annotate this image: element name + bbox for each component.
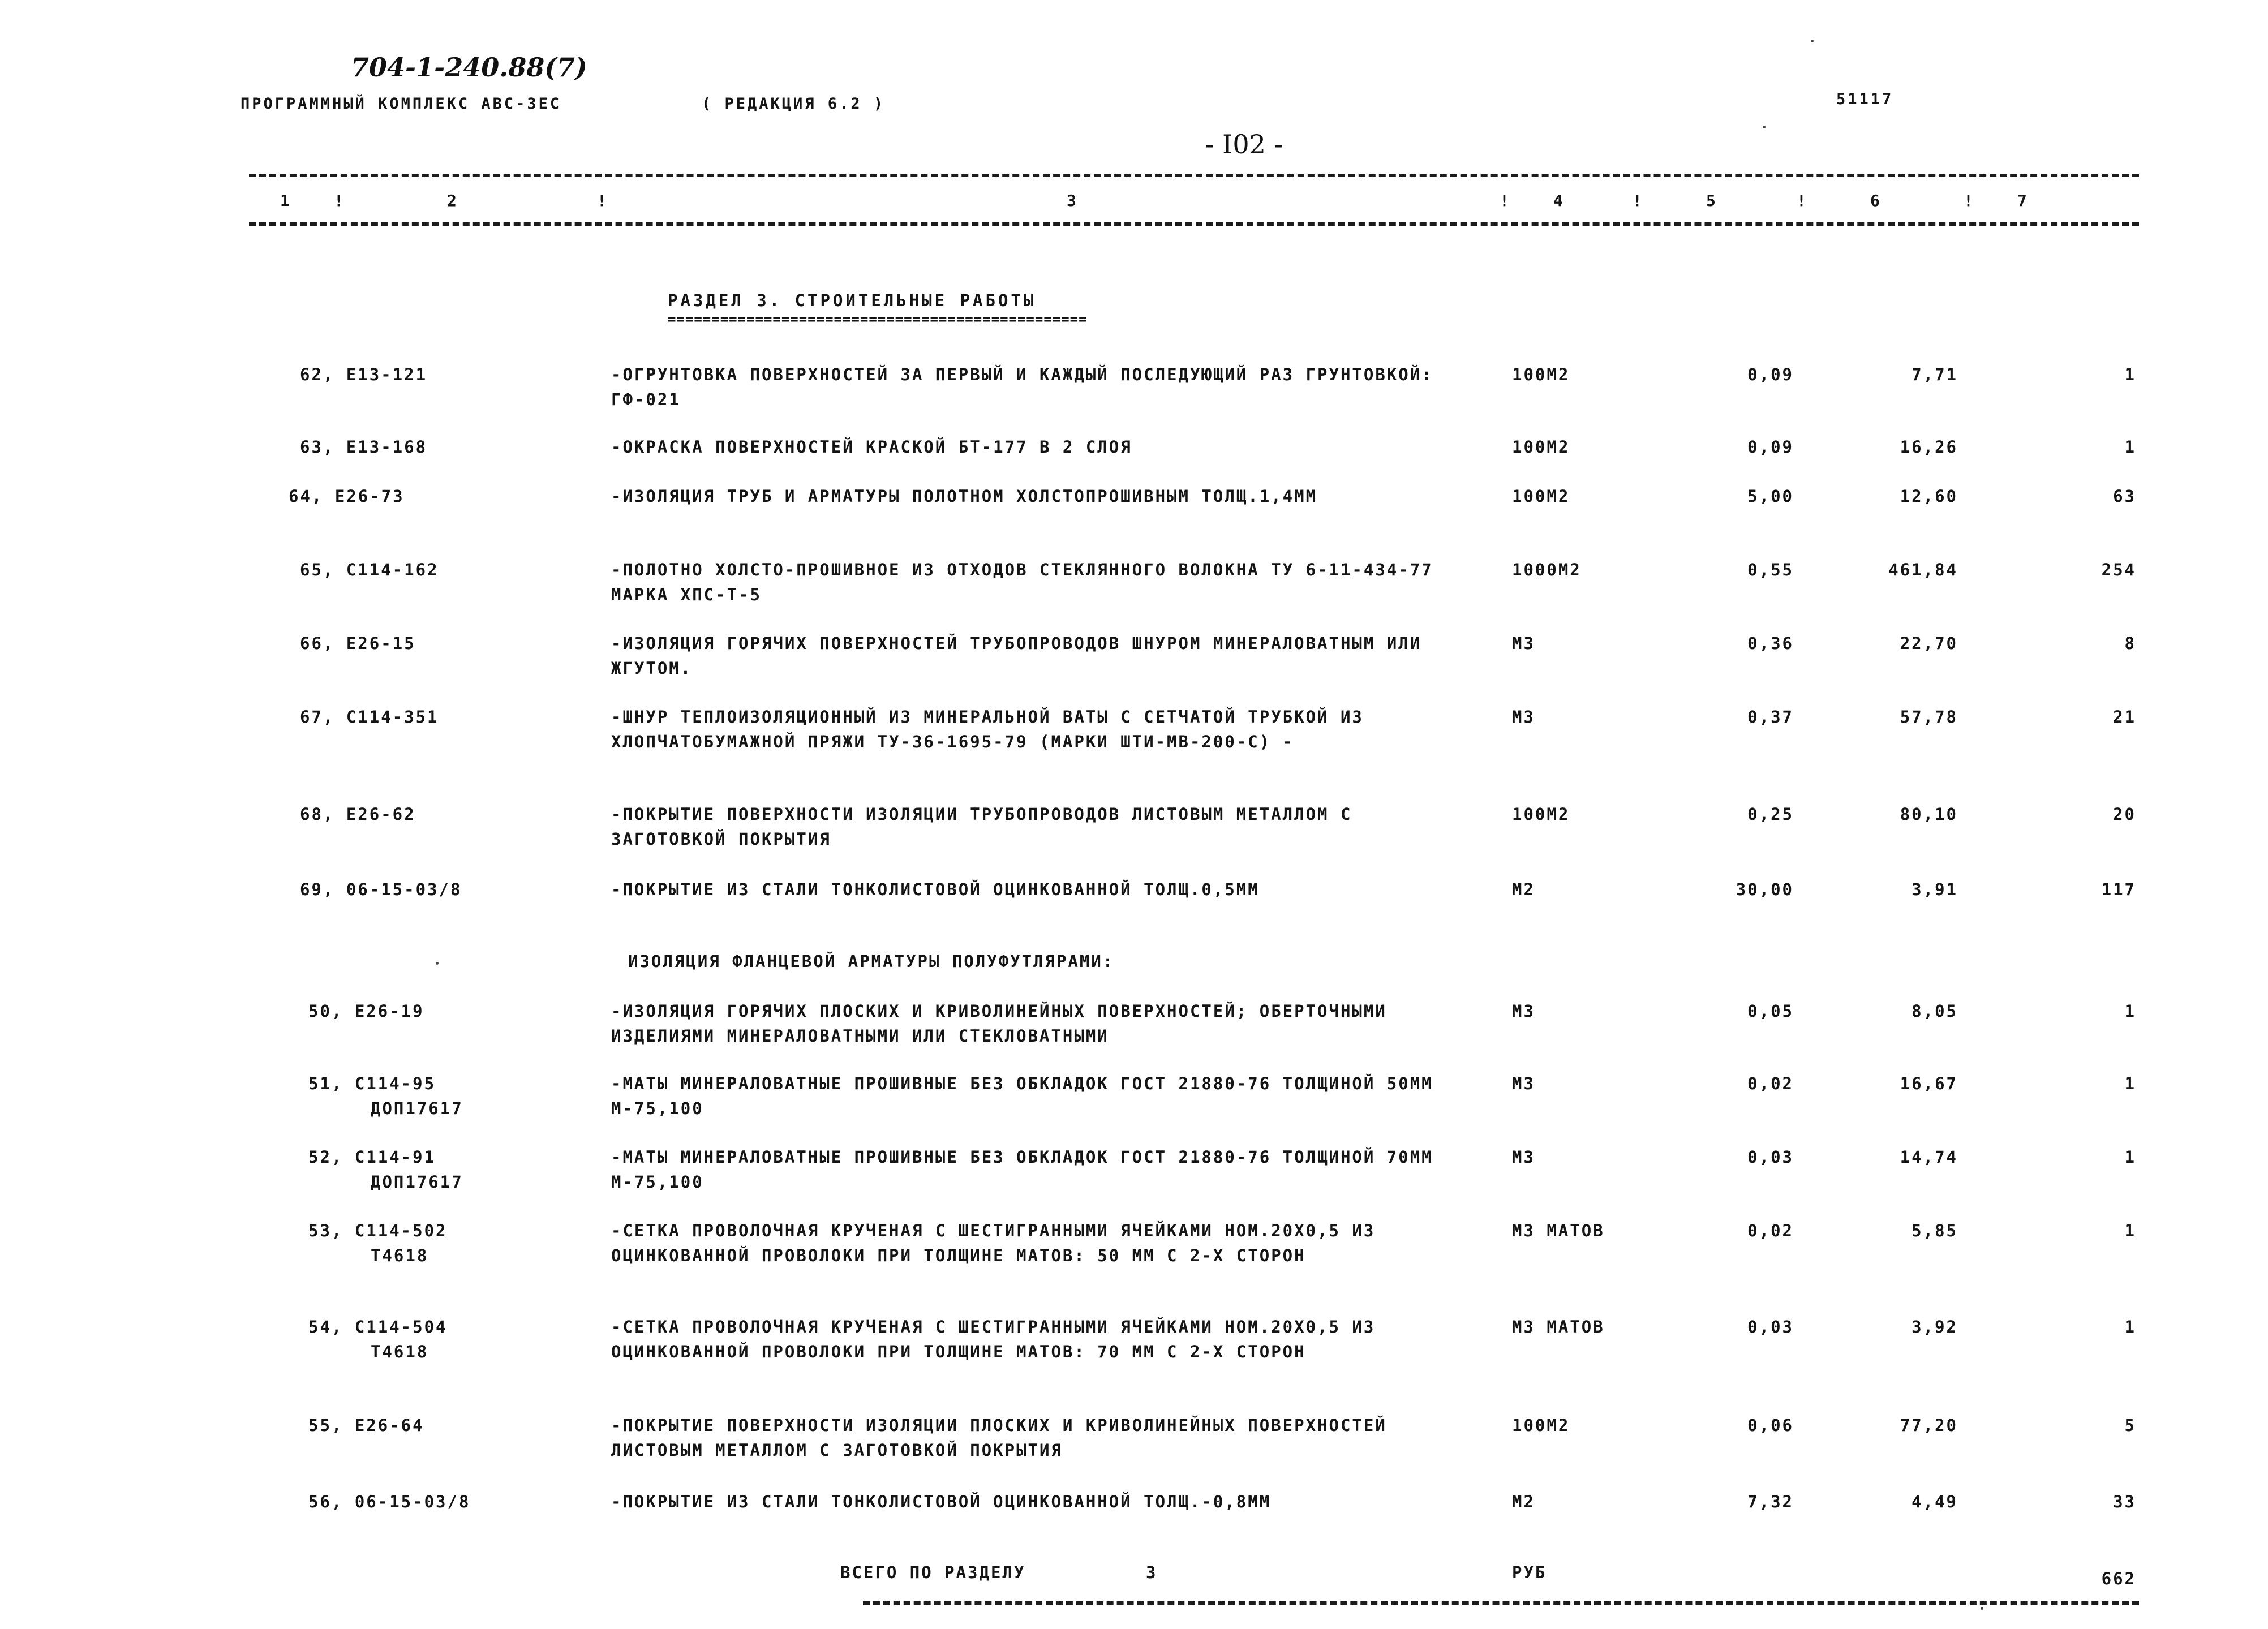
scan-speck [1811, 40, 1814, 42]
column-separator: ! [334, 191, 343, 210]
row-unit: 100М2 [1512, 365, 1570, 384]
row-quantity: 0,03 [1747, 1317, 1794, 1336]
summary-rule [863, 1601, 2139, 1605]
row-unit-price: 7,71 [1912, 365, 1958, 384]
summary-section-number: 3 [1146, 1563, 1158, 1582]
row-description: -ИЗОЛЯЦИЯ ГОРЯЧИХ ПЛОСКИХ И КРИВОЛИНЕЙНЫХ ПОВЕРХНОСТЕЙ; ОБЕРТОЧНЫМИ ИЗДЕЛИЯМИ МИНЕРАЛОВАТНЫМИ ИЛИ СТЕКЛОВАТНЫМИ [611, 1002, 1387, 1046]
column-number: 4 [1553, 191, 1563, 210]
edition-label: ( РЕДАКЦИЯ 6.2 ) [702, 95, 886, 113]
row-position: 51, С114-95 [308, 1074, 436, 1093]
row-position: 65, С114-162 [300, 560, 439, 579]
row-unit: 100М2 [1512, 437, 1570, 457]
summary-total: 662 [2101, 1569, 2136, 1588]
row-position: 52, С114-91 [308, 1147, 436, 1167]
row-position: 68, Е26-62 [300, 805, 416, 824]
row-description: -ПОКРЫТИЕ ПОВЕРХНОСТИ ИЗОЛЯЦИИ ТРУБОПРОВОДОВ ЛИСТОВЫМ МЕТАЛЛОМ С ЗАГОТОВКОЙ ПОКРЫТИЯ [611, 805, 1352, 849]
row-quantity: 30,00 [1736, 880, 1794, 899]
header-rule-top [249, 174, 2139, 177]
row-total: 63 [2113, 487, 2136, 506]
program-header: ПРОГРАММНЫЙ КОМПЛЕКС АВС-3ЕС [240, 95, 562, 113]
row-position: 67, С114-351 [300, 707, 439, 727]
row-quantity: 0,55 [1747, 560, 1794, 579]
column-number: 7 [2017, 191, 2027, 210]
scan-speck [436, 962, 439, 965]
subsection-title: ИЗОЛЯЦИЯ ФЛАНЦЕВОЙ АРМАТУРЫ ПОЛУФУТЛЯРАМИ: [628, 952, 1115, 971]
row-description: -ИЗОЛЯЦИЯ ГОРЯЧИХ ПОВЕРХНОСТЕЙ ТРУБОПРОВОДОВ ШНУРОМ МИНЕРАЛОВАТНЫМ ИЛИ ЖГУТОМ. [611, 634, 1422, 678]
column-separator: ! [1633, 191, 1642, 210]
row-description: -СЕТКА ПРОВОЛОЧНАЯ КРУЧЕНАЯ С ШЕСТИГРАННЫМИ ЯЧЕЙКАМИ НОМ.20Х0,5 ИЗ ОЦИНКОВАННОЙ ПРОВОЛОКИ ПРИ ТОЛЩИНЕ МАТОВ: 70 ММ С 2-Х СТОРОН [611, 1317, 1376, 1361]
row-description: -МАТЫ МИНЕРАЛОВАТНЫЕ ПРОШИВНЫЕ БЕЗ ОБКЛАДОК ГОСТ 21880-76 ТОЛЩИНОЙ 70ММ М-75,100 [611, 1147, 1433, 1192]
row-total: 254 [2101, 560, 2136, 579]
row-supplement-code: ДОП17617 [371, 1172, 463, 1192]
row-unit-price: 16,26 [1900, 437, 1958, 457]
row-unit-price: 57,78 [1900, 707, 1958, 727]
section-underline: ================================================ [668, 311, 1088, 327]
row-position: 50, Е26-19 [308, 1002, 424, 1021]
row-description: -ОГРУНТОВКА ПОВЕРХНОСТЕЙ ЗА ПЕРВЫЙ И КАЖДЫЙ ПОСЛЕДУЮЩИЙ РАЗ ГРУНТОВКОЙ: ГФ-021 [611, 365, 1433, 409]
row-quantity: 0,37 [1747, 707, 1794, 727]
row-description: -СЕТКА ПРОВОЛОЧНАЯ КРУЧЕНАЯ С ШЕСТИГРАННЫМИ ЯЧЕЙКАМИ НОМ.20Х0,5 ИЗ ОЦИНКОВАННОЙ ПРОВОЛОКИ ПРИ ТОЛЩИНЕ МАТОВ: 50 ММ С 2-Х СТОРОН [611, 1221, 1376, 1265]
row-unit-price: 461,84 [1888, 560, 1958, 579]
row-description: -ОКРАСКА ПОВЕРХНОСТЕЙ КРАСКОЙ БТ-177 В 2 СЛОЯ [611, 437, 1132, 457]
row-total: 117 [2101, 880, 2136, 899]
row-description: -ПОКРЫТИЕ ИЗ СТАЛИ ТОНКОЛИСТОВОЙ ОЦИНКОВАННОЙ ТОЛЩ.0,5ММ [611, 880, 1260, 899]
row-description: -ПОКРЫТИЕ ПОВЕРХНОСТИ ИЗОЛЯЦИИ ПЛОСКИХ И КРИВОЛИНЕЙНЫХ ПОВЕРХНОСТЕЙ ЛИСТОВЫМ МЕТАЛЛОМ С ЗАГОТОВКОЙ ПОКРЫТИЯ [611, 1416, 1387, 1460]
page-number: - I02 - [1205, 129, 1283, 160]
column-separator: ! [1964, 191, 1973, 210]
row-supplement-code: ДОП17617 [371, 1099, 463, 1118]
row-description: -ПОКРЫТИЕ ИЗ СТАЛИ ТОНКОЛИСТОВОЙ ОЦИНКОВАННОЙ ТОЛЩ.-0,8ММ [611, 1492, 1272, 1511]
row-unit-price: 5,85 [1912, 1221, 1958, 1240]
row-position: 62, Е13-121 [300, 365, 428, 384]
row-unit-price: 77,20 [1900, 1416, 1958, 1435]
row-description: -ШНУР ТЕПЛОИЗОЛЯЦИОННЫЙ ИЗ МИНЕРАЛЬНОЙ ВАТЫ С СЕТЧАТОЙ ТРУБКОЙ ИЗ ХЛОПЧАТОБУМАЖНОЙ ПРЯЖИ ТУ-36-1695-79 (МАРКИ ШТИ-МВ-200-С) - [611, 707, 1364, 751]
column-separator: ! [1797, 191, 1806, 210]
row-unit: 1000М2 [1512, 560, 1582, 579]
row-unit: М3 [1512, 1147, 1535, 1167]
document-number: 51117 [1836, 91, 1894, 108]
row-total: 1 [2124, 1002, 2136, 1021]
row-total: 20 [2113, 805, 2136, 824]
column-number: 6 [1870, 191, 1880, 210]
row-unit-price: 3,91 [1912, 880, 1958, 899]
row-total: 1 [2124, 1147, 2136, 1167]
header-rule-bottom [249, 222, 2139, 226]
row-quantity: 0,36 [1747, 634, 1794, 653]
column-number: 2 [447, 191, 457, 210]
row-unit: М3 [1512, 1002, 1535, 1021]
row-unit-price: 16,67 [1900, 1074, 1958, 1093]
row-quantity: 7,32 [1747, 1492, 1794, 1511]
row-total: 1 [2124, 1317, 2136, 1336]
row-position: 53, С114-502 [308, 1221, 448, 1240]
row-unit: М3 МАТОВ [1512, 1221, 1605, 1240]
row-position: 55, Е26-64 [308, 1416, 424, 1435]
row-total: 1 [2124, 437, 2136, 457]
row-unit: 100М2 [1512, 1416, 1570, 1435]
row-position: 69, 06-15-03/8 [300, 880, 462, 899]
row-quantity: 5,00 [1747, 487, 1794, 506]
row-total: 33 [2113, 1492, 2136, 1511]
row-unit: М3 МАТОВ [1512, 1317, 1605, 1336]
row-position: 64, Е26-73 [289, 487, 405, 506]
scan-speck [1981, 1607, 1983, 1610]
handwritten-project-code: 704-1-240.88(7) [351, 52, 587, 83]
row-quantity: 0,09 [1747, 437, 1794, 457]
row-quantity: 0,06 [1747, 1416, 1794, 1435]
row-quantity: 0,05 [1747, 1002, 1794, 1021]
row-quantity: 0,03 [1747, 1147, 1794, 1167]
row-position: 56, 06-15-03/8 [308, 1492, 471, 1511]
row-total: 1 [2124, 1074, 2136, 1093]
column-separator: ! [1500, 191, 1509, 210]
scan-speck [1763, 126, 1766, 128]
row-unit-price: 14,74 [1900, 1147, 1958, 1167]
row-description: -МАТЫ МИНЕРАЛОВАТНЫЕ ПРОШИВНЫЕ БЕЗ ОБКЛАДОК ГОСТ 21880-76 ТОЛЩИНОЙ 50ММ М-75,100 [611, 1074, 1433, 1118]
row-quantity: 0,09 [1747, 365, 1794, 384]
row-total: 8 [2124, 634, 2136, 653]
section-title: РАЗДЕЛ 3. СТРОИТЕЛЬНЫЕ РАБОТЫ [668, 291, 1037, 310]
row-description: -ПОЛОТНО ХОЛСТО-ПРОШИВНОЕ ИЗ ОТХОДОВ СТЕКЛЯННОГО ВОЛОКНА ТУ 6-11-434-77 МАРКА ХПС-Т-5 [611, 560, 1433, 604]
row-unit: М3 [1512, 707, 1535, 727]
row-position: 63, Е13-168 [300, 437, 428, 457]
row-unit-price: 4,49 [1912, 1492, 1958, 1511]
row-unit-price: 12,60 [1900, 487, 1958, 506]
row-supplement-code: Т4618 [371, 1342, 429, 1361]
summary-unit: РУБ [1512, 1563, 1547, 1582]
row-unit: М3 [1512, 634, 1535, 653]
row-total: 1 [2124, 365, 2136, 384]
summary-label: ВСЕГО ПО РАЗДЕЛУ [840, 1563, 1026, 1582]
row-unit: М2 [1512, 1492, 1535, 1511]
row-total: 21 [2113, 707, 2136, 727]
row-unit: 100М2 [1512, 805, 1570, 824]
row-total: 1 [2124, 1221, 2136, 1240]
row-unit: М3 [1512, 1074, 1535, 1093]
row-position: 54, С114-504 [308, 1317, 448, 1336]
column-separator: ! [597, 191, 607, 210]
row-unit-price: 8,05 [1912, 1002, 1958, 1021]
row-quantity: 0,02 [1747, 1221, 1794, 1240]
row-quantity: 0,02 [1747, 1074, 1794, 1093]
row-unit: М2 [1512, 880, 1535, 899]
row-unit-price: 3,92 [1912, 1317, 1958, 1336]
row-unit-price: 22,70 [1900, 634, 1958, 653]
row-unit-price: 80,10 [1900, 805, 1958, 824]
row-description: -ИЗОЛЯЦИЯ ТРУБ И АРМАТУРЫ ПОЛОТНОМ ХОЛСТОПРОШИВНЫМ ТОЛЩ.1,4ММ [611, 487, 1318, 506]
column-number: 1 [280, 191, 290, 210]
row-unit: 100М2 [1512, 487, 1570, 506]
column-number: 3 [1067, 191, 1076, 210]
row-position: 66, Е26-15 [300, 634, 416, 653]
row-quantity: 0,25 [1747, 805, 1794, 824]
row-total: 5 [2124, 1416, 2136, 1435]
row-supplement-code: Т4618 [371, 1246, 429, 1265]
column-number: 5 [1706, 191, 1716, 210]
